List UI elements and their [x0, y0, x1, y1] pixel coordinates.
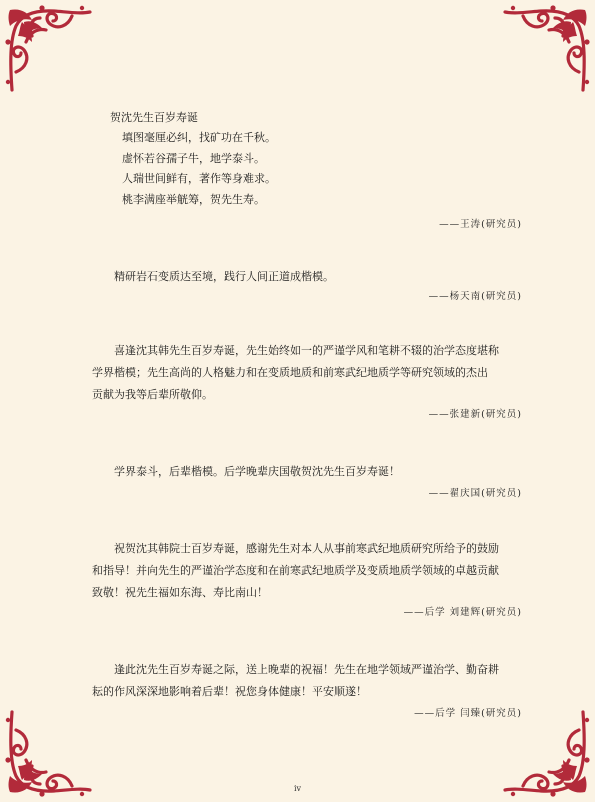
signature: ——翟庆国(研究员) — [428, 488, 522, 499]
message-text: 精研岩石变质达至境，践行人间正道成楷模。 — [114, 270, 334, 283]
message-block — [92, 461, 522, 501]
message-line: 贡献为我等后辈所敬仰。 — [92, 388, 213, 401]
message-block — [92, 659, 522, 721]
poem-block — [92, 108, 522, 232]
message-line: 喜逢沈其韩先生百岁寿诞，先生始终如一的严谨学风和笔耕不辍的治学态度堪称 — [114, 344, 499, 357]
signature: ——王涛(研究员) — [439, 219, 522, 230]
message-line: 耘的作风深深地影响着后辈！祝您身体健康！平安顺遂！ — [92, 685, 367, 698]
message-line: 逢此沈先生百岁寿诞之际，送上晚辈的祝福！先生在地学领域严谨治学、勤奋耕 — [114, 663, 499, 676]
message-line: 祝贺沈其韩院士百岁寿诞，感谢先生对本人从事前寒武纪地质研究所给予的鼓励 — [114, 542, 499, 555]
signature: ——后学 闫臻(研究员) — [414, 708, 522, 719]
message-block — [92, 538, 522, 620]
signature: ——张建新(研究员) — [428, 409, 522, 420]
poem-line: 填图毫厘必纠，找矿功在千秋。 — [122, 131, 276, 144]
poem-line: 虚怀若谷孺子牛，地学泰斗。 — [122, 151, 265, 165]
message-line: 致敬！祝先生福如东海、寿比南山！ — [92, 586, 268, 599]
message-text: 学界泰斗，后辈楷模。后学晚辈庆国敬贺沈先生百岁寿诞！ — [114, 465, 400, 478]
poem-title: 贺沈先生百岁寿诞 — [110, 111, 198, 124]
poem-line: 桃李满座举觥筹，贺先生寿。 — [122, 192, 265, 206]
poem-line: 人瑞世间鲜有，著作等身难求。 — [122, 172, 276, 185]
signature: ——后学 刘建辉(研究员) — [403, 607, 522, 618]
corner-ornament-icon — [501, 2, 593, 94]
corner-ornament-icon — [2, 2, 94, 94]
page-number: iv — [293, 784, 302, 793]
message-block — [92, 340, 522, 422]
message-line: 和指导！并向先生的严谨治学态度和在前寒武纪地质学及变质地质学领域的卓越贡献 — [92, 564, 499, 577]
signature: ——杨天南(研究员) — [428, 291, 522, 302]
message-line: 学界楷模；先生高尚的人格魅力和在变质地质和前寒武纪地质学等研究领域的杰出 — [92, 366, 488, 379]
message-block — [92, 266, 522, 304]
